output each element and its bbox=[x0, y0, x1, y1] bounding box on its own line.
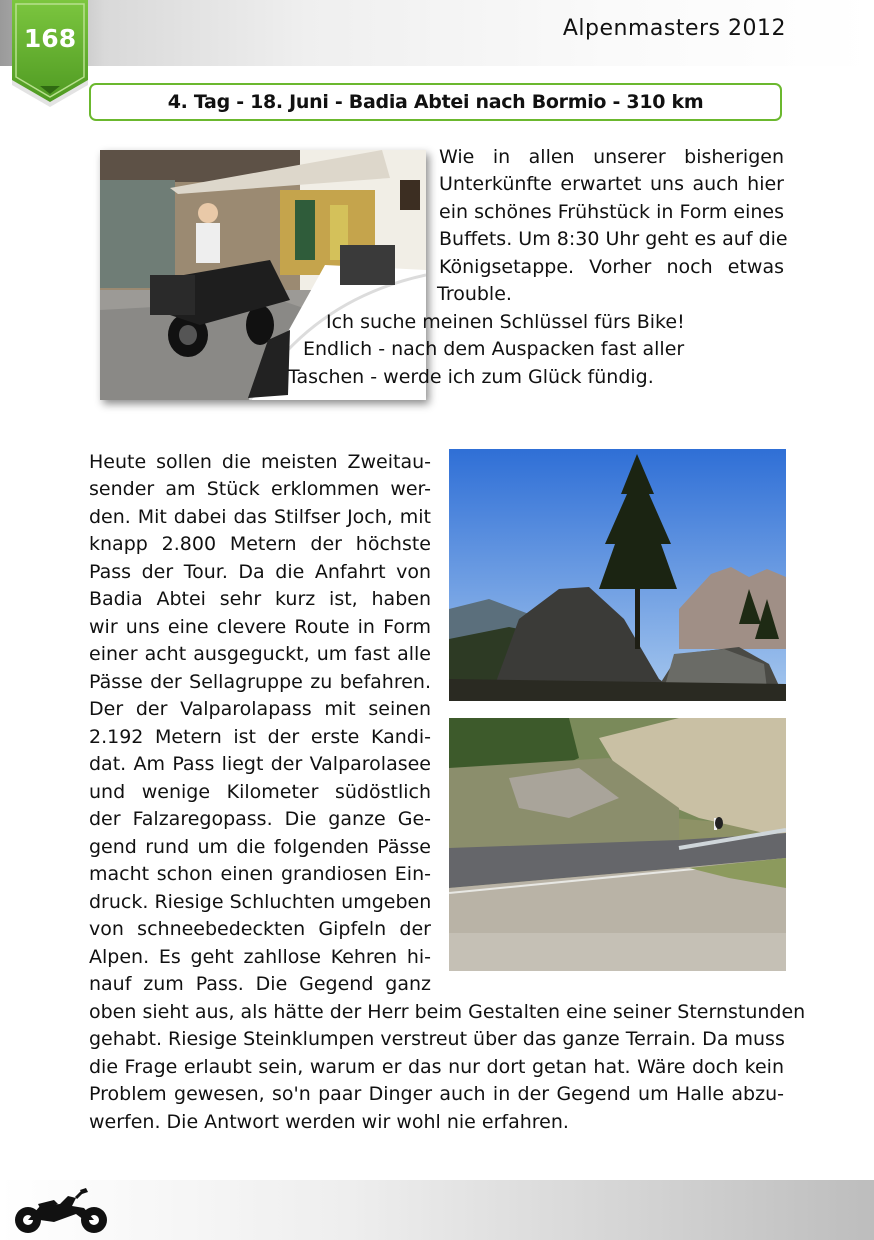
body-line: macht schon einen grandiosen Ein- bbox=[89, 863, 431, 885]
photo-mountain-tree bbox=[449, 449, 786, 701]
body-line: 2.192 Metern ist der erste Kandi- bbox=[89, 726, 431, 748]
intro-line: Trouble. bbox=[437, 283, 512, 305]
intro-line: Ich suche meinen Schlüssel fürs Bike! bbox=[326, 311, 685, 333]
body-line: dat. Am Pass liegt der Valparolasee bbox=[89, 753, 431, 775]
body-line: einer acht ausgeguckt, um fast alle bbox=[89, 643, 431, 665]
motorcycle-icon bbox=[10, 1186, 110, 1236]
body-line: Alpen. Es geht zahllose Kehren hi- bbox=[89, 946, 431, 968]
body-line: Der der Valparolapass mit seinen bbox=[89, 698, 431, 720]
body-line: knapp 2.800 Metern der höchste bbox=[89, 533, 431, 555]
body-line: gend rund um die folgenden Pässe bbox=[89, 836, 431, 858]
body-line: gehabt. Riesige Steinklumpen verstreut über das ganze Terrain. Da muss bbox=[89, 1028, 785, 1050]
body-line: der Falzaregopass. Die ganze Ge- bbox=[89, 808, 431, 830]
body-line: von schneebedeckten Gipfeln der bbox=[89, 918, 431, 940]
intro-line: Buffets. Um 8:30 Uhr geht es auf die bbox=[439, 228, 788, 250]
body-line: Heute sollen die meisten Zweitau- bbox=[89, 451, 431, 473]
body-line: oben sieht aus, als hätte der Herr beim Gestalten eine seiner Sternstunden bbox=[89, 1001, 806, 1023]
body-line: sender am Stück erklommen wer- bbox=[89, 478, 431, 500]
intro-line: Taschen - werde ich zum Glück fündig. bbox=[288, 366, 654, 388]
intro-line: Endlich - nach dem Auspacken fast aller bbox=[303, 338, 685, 360]
chapter-title-box bbox=[89, 83, 782, 121]
body-line: Pässe der Sellagruppe zu befahren. bbox=[89, 671, 431, 693]
body-line: Badia Abtei sehr kurz ist, haben bbox=[89, 588, 431, 610]
intro-line: Königsetappe. Vorher noch etwas bbox=[439, 256, 784, 278]
body-line: nauf zum Pass. Die Gegend ganz bbox=[89, 973, 431, 995]
intro-line: Unterkünfte erwartet uns auch hier bbox=[439, 173, 784, 195]
body-line: Problem gewesen, so'n paar Dinger auch in der Gegend um Halle abzu- bbox=[89, 1083, 784, 1105]
body-line: wir uns eine clevere Route in Form bbox=[89, 616, 431, 638]
intro-line: ein schönes Frühstück in Form eines bbox=[439, 201, 784, 223]
body-line: den. Mit dabei das Stilfser Joch, mit bbox=[89, 506, 431, 528]
chapter-title: 4. Tag - 18. Juni - Badia Abtei nach Bormio - 310 km bbox=[167, 91, 704, 113]
body-line: die Frage erlaubt sein, warum er das nur dort getan hat. Wäre doch kein bbox=[89, 1056, 784, 1078]
body-line: Pass der Tour. Da die Anfahrt von bbox=[89, 561, 431, 583]
page-number: 168 bbox=[23, 24, 77, 53]
footer-bar bbox=[0, 1180, 874, 1240]
body-line: und wenige Kilometer südöstlich bbox=[89, 781, 431, 803]
body-line: werfen. Die Antwort werden wir wohl nie erfahren. bbox=[89, 1111, 569, 1133]
body-line: druck. Riesige Schluchten umgeben bbox=[89, 891, 432, 913]
photo-mountain-road bbox=[449, 718, 786, 971]
book-title: Alpenmasters 2012 bbox=[562, 16, 786, 41]
intro-line: Wie in allen unserer bisherigen bbox=[439, 146, 784, 168]
page-badge bbox=[10, 0, 90, 108]
